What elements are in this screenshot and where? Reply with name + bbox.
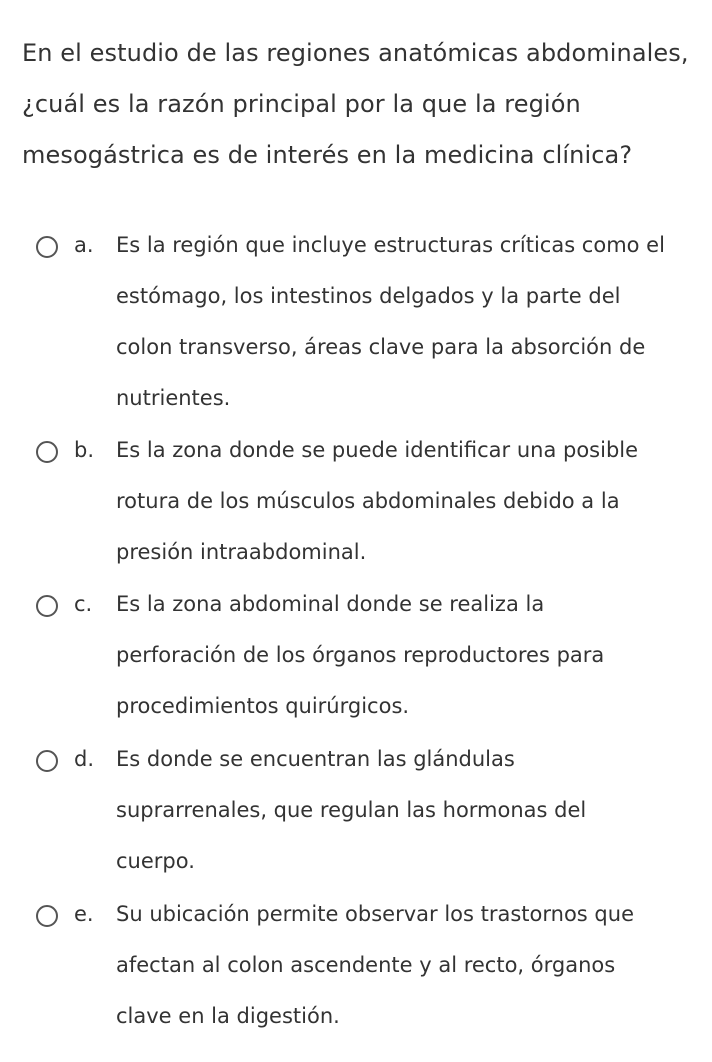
option-b-line: rotura de los músculos abdominales debido a la xyxy=(116,489,620,513)
option-b-letter: b. xyxy=(74,438,95,462)
option-a-line: nutrientes. xyxy=(116,386,231,410)
option-e-radio[interactable] xyxy=(36,905,58,927)
option-b-radio[interactable] xyxy=(36,441,58,463)
option-a-line: Es la región que incluye estructuras críticas como el xyxy=(116,233,665,257)
question-line: En el estudio de las regiones anatómicas abdominales, xyxy=(22,39,689,67)
option-a-letter: a. xyxy=(74,233,94,257)
option-a-radio[interactable] xyxy=(36,236,58,258)
option-c-text xyxy=(116,579,706,732)
option-c-line: perforación de los órganos reproductores para xyxy=(116,643,605,667)
option-c-line: procedimientos quirúrgicos. xyxy=(116,694,410,718)
option-b-line: presión intraabdominal. xyxy=(116,540,367,564)
option-a-text xyxy=(116,220,706,424)
option-e-text xyxy=(116,889,706,1042)
option-a-line: estómago, los intestinos delgados y la parte del xyxy=(116,284,621,308)
option-c-line: Es la zona abdominal donde se realiza la xyxy=(116,592,545,616)
option-d-text xyxy=(116,734,706,887)
option-d-line: suprarrenales, que regulan las hormonas del xyxy=(116,798,587,822)
option-c-radio[interactable] xyxy=(36,595,58,617)
option-d-letter: d. xyxy=(74,747,95,771)
option-e-line: Su ubicación permite observar los trastornos que xyxy=(116,902,634,926)
option-b-line: Es la zona donde se puede identificar una posible xyxy=(116,438,639,462)
option-e-line: afectan al colon ascendente y al recto, órganos xyxy=(116,953,616,977)
option-b-text xyxy=(116,425,706,578)
option-e-line: clave en la digestión. xyxy=(116,1004,340,1028)
option-c-letter: c. xyxy=(74,592,93,616)
question-line: mesogástrica es de interés en la medicina clínica? xyxy=(22,141,633,169)
question-line: ¿cuál es la razón principal por la que la región xyxy=(22,90,581,118)
option-e-letter: e. xyxy=(74,902,94,926)
option-a-line: colon transverso, áreas clave para la absorción de xyxy=(116,335,646,359)
option-d-radio[interactable] xyxy=(36,750,58,772)
option-d-line: cuerpo. xyxy=(116,849,195,873)
option-d-line: Es donde se encuentran las glándulas xyxy=(116,747,515,771)
